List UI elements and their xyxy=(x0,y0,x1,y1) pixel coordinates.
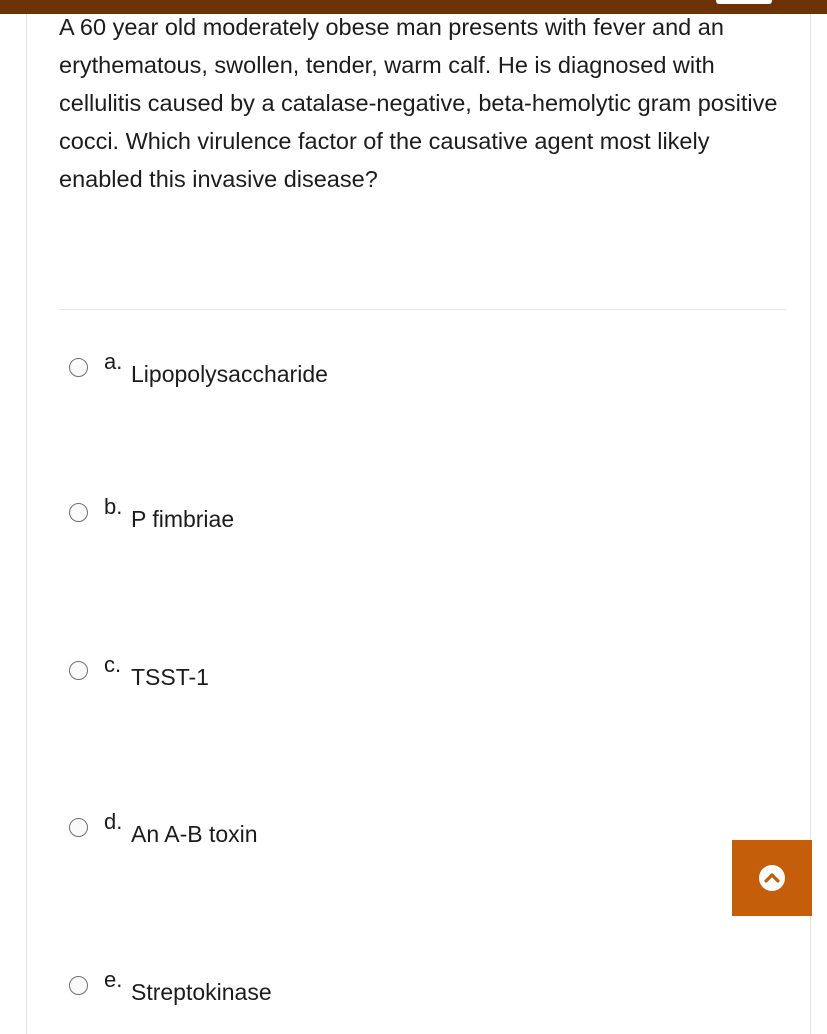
radio-a[interactable] xyxy=(69,358,88,377)
header-tab xyxy=(716,0,772,4)
radio-b[interactable] xyxy=(69,503,88,522)
option-letter: d. xyxy=(104,809,123,834)
option-label: TSST-1 xyxy=(131,664,209,690)
divider xyxy=(59,309,786,310)
option-label: Streptokinase xyxy=(131,979,272,1005)
option-b[interactable] xyxy=(69,494,569,543)
radio-d[interactable] xyxy=(69,818,88,837)
option-label: An A-B toxin xyxy=(131,821,258,847)
option-letter: a. xyxy=(104,349,123,374)
option-e[interactable] xyxy=(69,967,569,1016)
option-letter: e. xyxy=(104,967,123,992)
radio-e[interactable] xyxy=(69,976,88,995)
radio-c[interactable] xyxy=(69,661,88,680)
question-text: A 60 year old moderately obese man presents with fever and an erythematous, swollen, tender, warm calf. He is diagnosed with cellulitis caused by a catalase-negative, beta-hemolytic gram positive cocci. Which virulence factor of the causative agent most likely enabled this invasive disease? xyxy=(59,14,778,192)
option-letter: c. xyxy=(104,652,122,677)
chevron-up-icon xyxy=(759,865,785,891)
option-a[interactable] xyxy=(69,349,569,398)
option-label: Lipopolysaccharide xyxy=(131,361,328,387)
option-c[interactable] xyxy=(69,652,569,701)
option-d[interactable] xyxy=(69,809,569,858)
option-label: P fimbriae xyxy=(131,506,235,532)
scroll-to-top-button[interactable] xyxy=(732,840,812,916)
option-letter: b. xyxy=(104,494,123,519)
